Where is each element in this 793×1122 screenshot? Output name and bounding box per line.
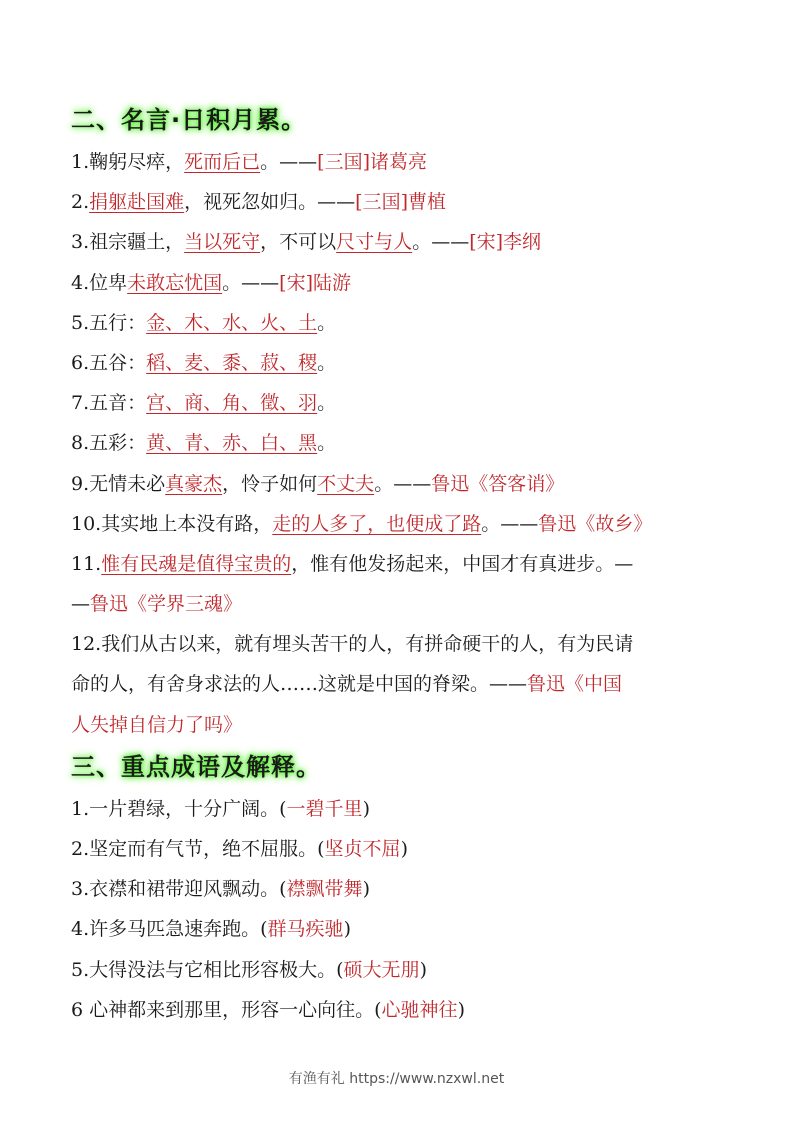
line-text: ) xyxy=(457,998,465,1021)
line-text: 5.大得没法与它相比形容极大。( xyxy=(71,958,344,981)
text-line xyxy=(71,182,731,222)
underlined-answer: 真豪杰 xyxy=(165,472,223,495)
line-text: ，惟有他发扬起来，中国才有真进步。— xyxy=(291,552,634,575)
line-text: 2. xyxy=(71,191,90,214)
line-text: ) xyxy=(419,958,427,981)
line-text: 4.许多马匹急速奔跑。( xyxy=(71,918,268,941)
line-text: ) xyxy=(400,838,408,860)
text-line xyxy=(71,303,731,343)
underlined-answer: 宫、商、角、徵、羽 xyxy=(146,392,318,415)
line-text: 。 xyxy=(317,432,337,455)
section-heading: 二、名言·日积月累。 xyxy=(71,106,307,134)
red-source: [三国]诸葛亮 xyxy=(317,151,427,173)
underlined-answer: 捐躯赴国难 xyxy=(89,191,185,214)
red-source: 心驰神往 xyxy=(381,998,458,1021)
line-text: 6 心神都来到那里，形容一心向往。( xyxy=(71,998,382,1021)
text-line xyxy=(71,142,731,182)
line-text: 。—— xyxy=(374,472,432,495)
line-text: — xyxy=(71,593,90,616)
section-heading: 三、重点成语及解释。 xyxy=(71,752,321,781)
line-text: ，怜子如何 xyxy=(222,472,318,495)
line-text: 7.五音： xyxy=(71,392,147,415)
red-source: 鲁迅《学界三魂》 xyxy=(90,593,243,616)
text-line xyxy=(71,504,731,544)
line-text: 。 xyxy=(317,351,337,374)
line-text: ，不可以 xyxy=(260,231,337,254)
footer-watermark: 有渔有礼 https://www.nzxwl.net xyxy=(288,1071,505,1087)
underlined-answer: 不丈夫 xyxy=(317,472,375,495)
line-text: 1.一片碧绿，十分广阔。( xyxy=(71,797,287,820)
line-text: 6.五谷： xyxy=(71,351,147,374)
underlined-answer: 当以死守 xyxy=(184,231,261,254)
line-text: 8.五彩： xyxy=(71,432,147,455)
line-text: 2.坚定而有气节，绝不屈服。( xyxy=(71,838,325,860)
underlined-answer: 惟有民魂是值得宝贵的 xyxy=(101,552,292,575)
underlined-answer: 稻、麦、黍、菽、稷 xyxy=(146,351,318,374)
red-source: 群马疾驰 xyxy=(267,918,344,941)
line-text: 。—— xyxy=(481,512,539,535)
underlined-answer: 黄、青、赤、白、黑 xyxy=(146,432,318,455)
red-source: 鲁迅《故乡》 xyxy=(538,512,653,535)
text-line xyxy=(71,464,731,504)
text-line xyxy=(71,222,731,262)
red-source: [宋]李纲 xyxy=(469,231,542,254)
underlined-answer: 死而后已 xyxy=(184,151,261,173)
text-line xyxy=(71,624,731,664)
red-source: [三国]曹植 xyxy=(355,191,446,214)
text-line xyxy=(71,584,731,624)
text-line xyxy=(71,909,731,949)
line-text: 12.我们从古以来，就有埋头苦干的人，有拼命硬干的人，有为民请 xyxy=(71,633,634,656)
line-text: ，视死忽如归。—— xyxy=(184,191,356,214)
red-source: 鲁迅《中国 xyxy=(527,673,623,696)
text-line xyxy=(71,383,731,423)
line-text: 。—— xyxy=(412,231,470,254)
line-text: ) xyxy=(362,797,370,820)
underlined-answer: 尺寸与人 xyxy=(336,231,413,254)
line-text: 命的人，有舍身求法的人……这就是中国的脊梁。—— xyxy=(71,673,528,696)
text-line xyxy=(71,263,731,303)
line-text: ) xyxy=(362,878,370,901)
red-source: 坚贞不屈 xyxy=(324,838,401,860)
line-text: 10.其实地上本没有路， xyxy=(71,512,273,535)
underlined-answer: 未敢忘忧国 xyxy=(127,271,223,294)
line-text: 11. xyxy=(71,552,102,575)
document-page xyxy=(71,98,731,1030)
underlined-answer: 走的人多了，也便成了路 xyxy=(272,512,482,535)
text-line xyxy=(71,990,731,1030)
line-text: 。 xyxy=(317,311,337,334)
red-source: 硕大无朋 xyxy=(343,958,420,981)
red-source: 鲁迅《答客诮》 xyxy=(431,472,565,495)
red-source: 一碧千里 xyxy=(286,797,363,820)
text-line xyxy=(71,423,731,463)
line-text: 1.鞠躬尽瘁， xyxy=(71,151,185,173)
text-line xyxy=(71,829,731,869)
line-text: 3.祖宗疆土， xyxy=(71,231,185,254)
line-text: 5.五行： xyxy=(71,311,147,334)
text-line xyxy=(71,705,731,745)
line-text: 9.无情未必 xyxy=(71,472,166,495)
line-text: 。—— xyxy=(222,271,280,294)
text-line xyxy=(71,544,731,584)
text-line xyxy=(71,869,731,909)
line-text: 3.衣襟和裙带迎风飘动。( xyxy=(71,878,287,901)
underlined-answer: 金、木、水、火、土 xyxy=(146,311,318,334)
red-source: [宋]陆游 xyxy=(279,271,351,294)
text-line xyxy=(71,664,731,704)
line-text: 。—— xyxy=(260,151,318,173)
red-source: 襟飘带舞 xyxy=(286,878,363,901)
line-text: ) xyxy=(343,918,351,941)
red-source: 人失掉自信力了吗》 xyxy=(71,713,243,736)
text-line xyxy=(71,950,731,990)
text-line xyxy=(71,343,731,383)
line-text: 。 xyxy=(317,392,337,415)
line-text: 4.位卑 xyxy=(71,271,128,294)
text-line xyxy=(71,789,731,829)
